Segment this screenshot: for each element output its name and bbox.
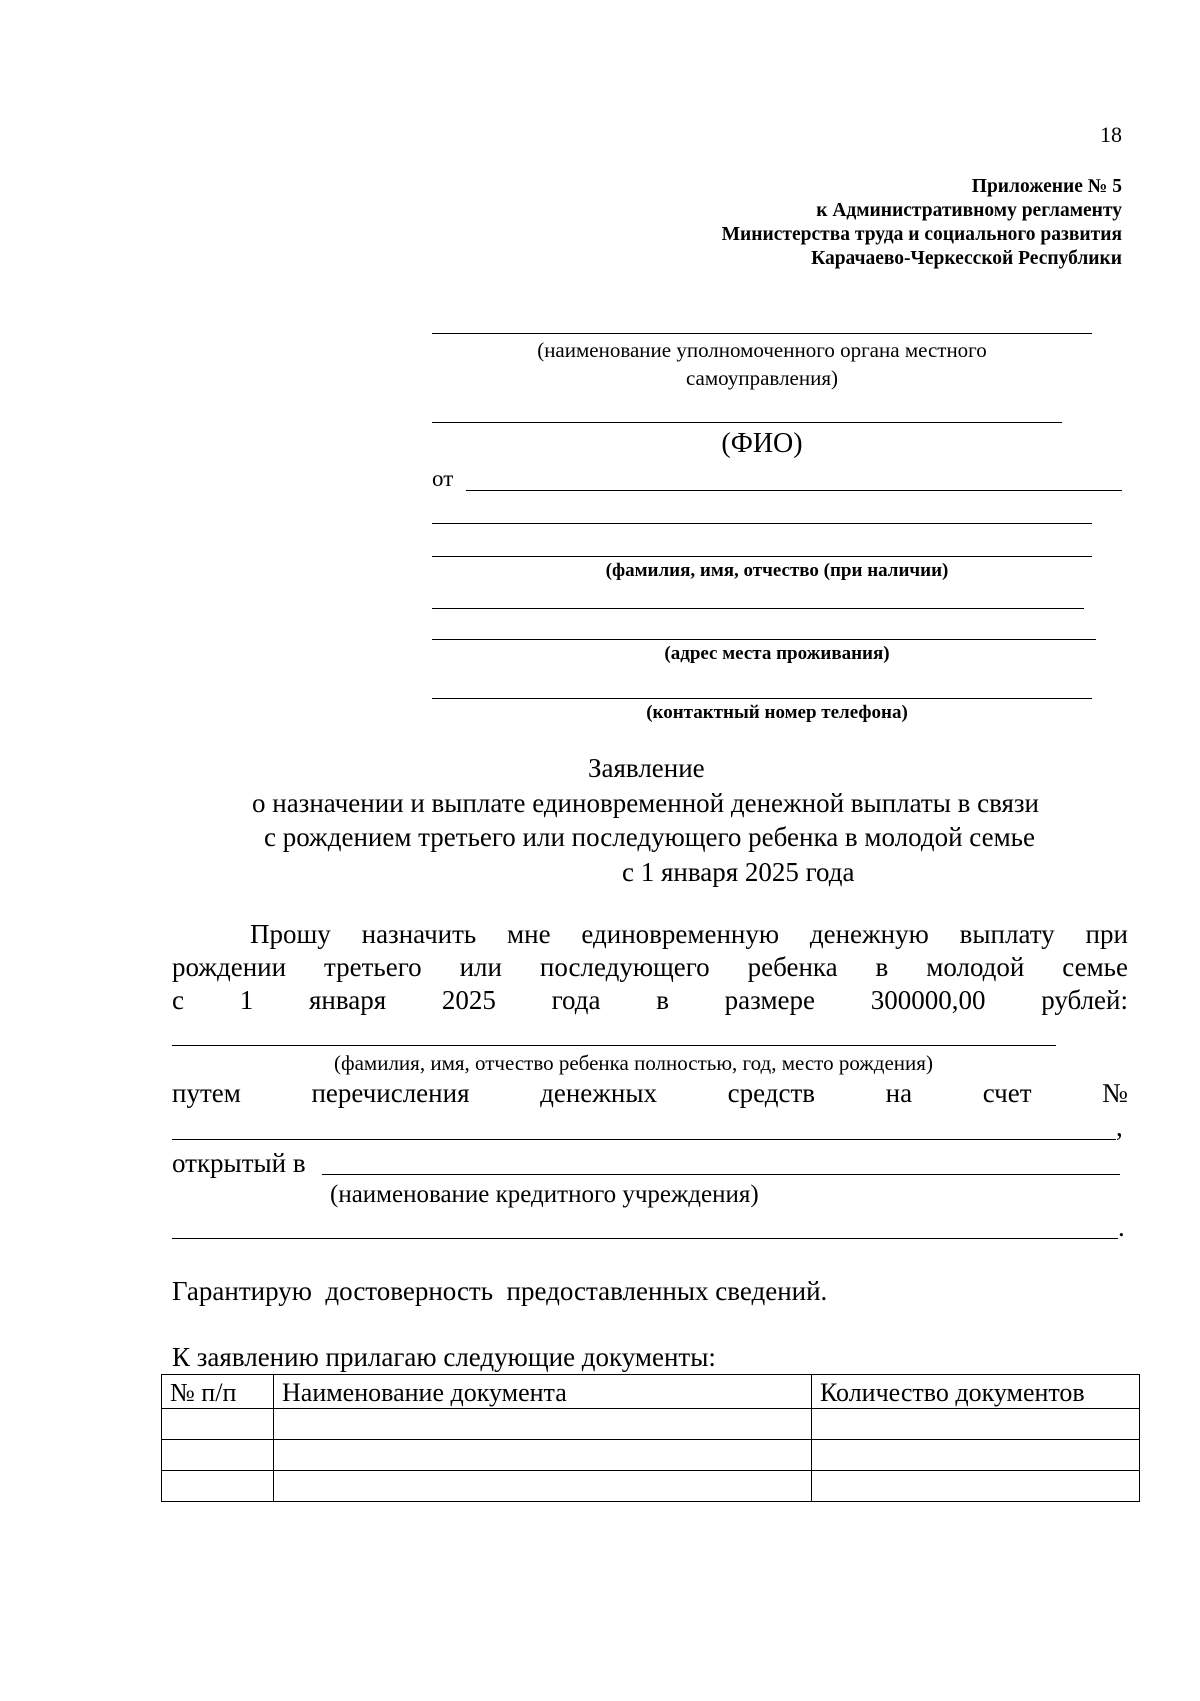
appendix-line-1: Приложение № 5 <box>971 176 1122 197</box>
from-label: от <box>432 466 454 491</box>
word: рублей: <box>1041 985 1128 1015</box>
from-line[interactable] <box>466 490 1122 491</box>
word: третьего <box>324 952 422 982</box>
word: 2025 <box>441 985 496 1015</box>
col-header-count: Количество документов <box>812 1375 1140 1409</box>
word: последующего <box>539 952 710 982</box>
child-info-line[interactable] <box>172 1045 1056 1046</box>
account-comma: , <box>1116 1112 1123 1142</box>
fio-caption: (ФИО) <box>721 428 803 459</box>
request-line-1 <box>250 919 1128 950</box>
appendix-line-2: к Административному регламенту <box>816 200 1122 221</box>
word: путем <box>172 1078 241 1108</box>
word: 300000,00 <box>870 985 986 1015</box>
title-line-2: о назначении и выплате единовременной денежной выплаты в связи <box>252 788 1040 818</box>
table-cell[interactable] <box>162 1440 274 1471</box>
table-header-row <box>162 1375 1140 1409</box>
word: № <box>1102 1078 1128 1108</box>
word: средств <box>727 1078 816 1108</box>
word: или <box>459 952 502 982</box>
appendix-line-4: Карачаево-Черкесской Республики <box>811 248 1122 269</box>
attachments-intro: К заявлению прилагаю следующие документы: <box>172 1342 716 1372</box>
child-caption: (фамилия, имя, отчество ребенка полностью, год, место рождения) <box>334 1051 933 1075</box>
address-caption: (адрес места проживания) <box>664 643 890 664</box>
table-row <box>162 1471 1140 1502</box>
address-line-1[interactable] <box>432 608 1084 609</box>
word: в <box>875 952 889 982</box>
bank-line-2[interactable] <box>172 1238 1118 1239</box>
title-line-3: с рождением третьего или последующего ребенка в молодой семье <box>264 822 1035 852</box>
word: рождении <box>172 952 287 982</box>
name-line-2[interactable] <box>432 523 1092 524</box>
col-header-number: № п/п <box>162 1375 274 1409</box>
word: молодой <box>926 952 1025 982</box>
word: года <box>551 985 601 1015</box>
phone-line[interactable] <box>432 698 1092 699</box>
guarantee-text: Гарантирую достоверность предоставленных сведений. <box>172 1276 828 1306</box>
table-cell[interactable] <box>812 1409 1140 1440</box>
word: единовременную <box>581 919 780 949</box>
table-cell[interactable] <box>162 1471 274 1502</box>
word: денежную <box>809 919 929 949</box>
request-line-3 <box>172 985 1128 1016</box>
bank-line[interactable] <box>322 1174 1120 1175</box>
table-cell[interactable] <box>162 1409 274 1440</box>
final-period: . <box>1118 1212 1125 1242</box>
col-header-name: Наименование документа <box>274 1375 812 1409</box>
table-cell[interactable] <box>274 1440 812 1471</box>
word: ребенка <box>747 952 838 982</box>
request-line-2 <box>172 952 1128 983</box>
word: счет <box>982 1078 1032 1108</box>
title-line-1: Заявление <box>588 753 705 783</box>
word: выплату <box>959 919 1055 949</box>
fio-line[interactable] <box>432 422 1062 423</box>
bank-caption: (наименование кредитного учреждения) <box>330 1181 759 1208</box>
word: перечисления <box>311 1078 470 1108</box>
address-line-2[interactable] <box>432 639 1096 640</box>
phone-caption: (контактный номер телефона) <box>646 702 908 723</box>
table-cell[interactable] <box>812 1471 1140 1502</box>
word: мне <box>507 919 551 949</box>
name-caption: (фамилия, имя, отчество (при наличии) <box>605 560 949 581</box>
word: семье <box>1062 952 1128 982</box>
authority-caption-2: самоуправления) <box>685 366 838 390</box>
opened-in-label: открытый в <box>172 1148 306 1178</box>
word: денежных <box>540 1078 658 1108</box>
table-cell[interactable] <box>274 1471 812 1502</box>
word: января <box>308 985 387 1015</box>
table-cell[interactable] <box>274 1409 812 1440</box>
appendix-line-3: Министерства труда и социального развития <box>721 224 1122 245</box>
transfer-line <box>172 1078 1128 1109</box>
account-number-line[interactable] <box>172 1139 1116 1140</box>
page-number: 18 <box>1100 122 1122 147</box>
word: с <box>172 985 184 1015</box>
title-line-4: с 1 января 2025 года <box>622 857 855 887</box>
authority-line[interactable] <box>432 333 1092 334</box>
documents-table <box>161 1374 1140 1502</box>
word: при <box>1085 919 1128 949</box>
table-row <box>162 1440 1140 1471</box>
table-row <box>162 1409 1140 1440</box>
word: в <box>656 985 669 1015</box>
word: на <box>885 1078 913 1108</box>
authority-caption-1: (наименование уполномоченного органа местного <box>537 338 987 362</box>
name-line-3[interactable] <box>432 556 1092 557</box>
word: назначить <box>361 919 477 949</box>
word: Прошу <box>250 919 331 949</box>
word: 1 <box>239 985 254 1015</box>
word: размере <box>724 985 815 1015</box>
table-cell[interactable] <box>812 1440 1140 1471</box>
